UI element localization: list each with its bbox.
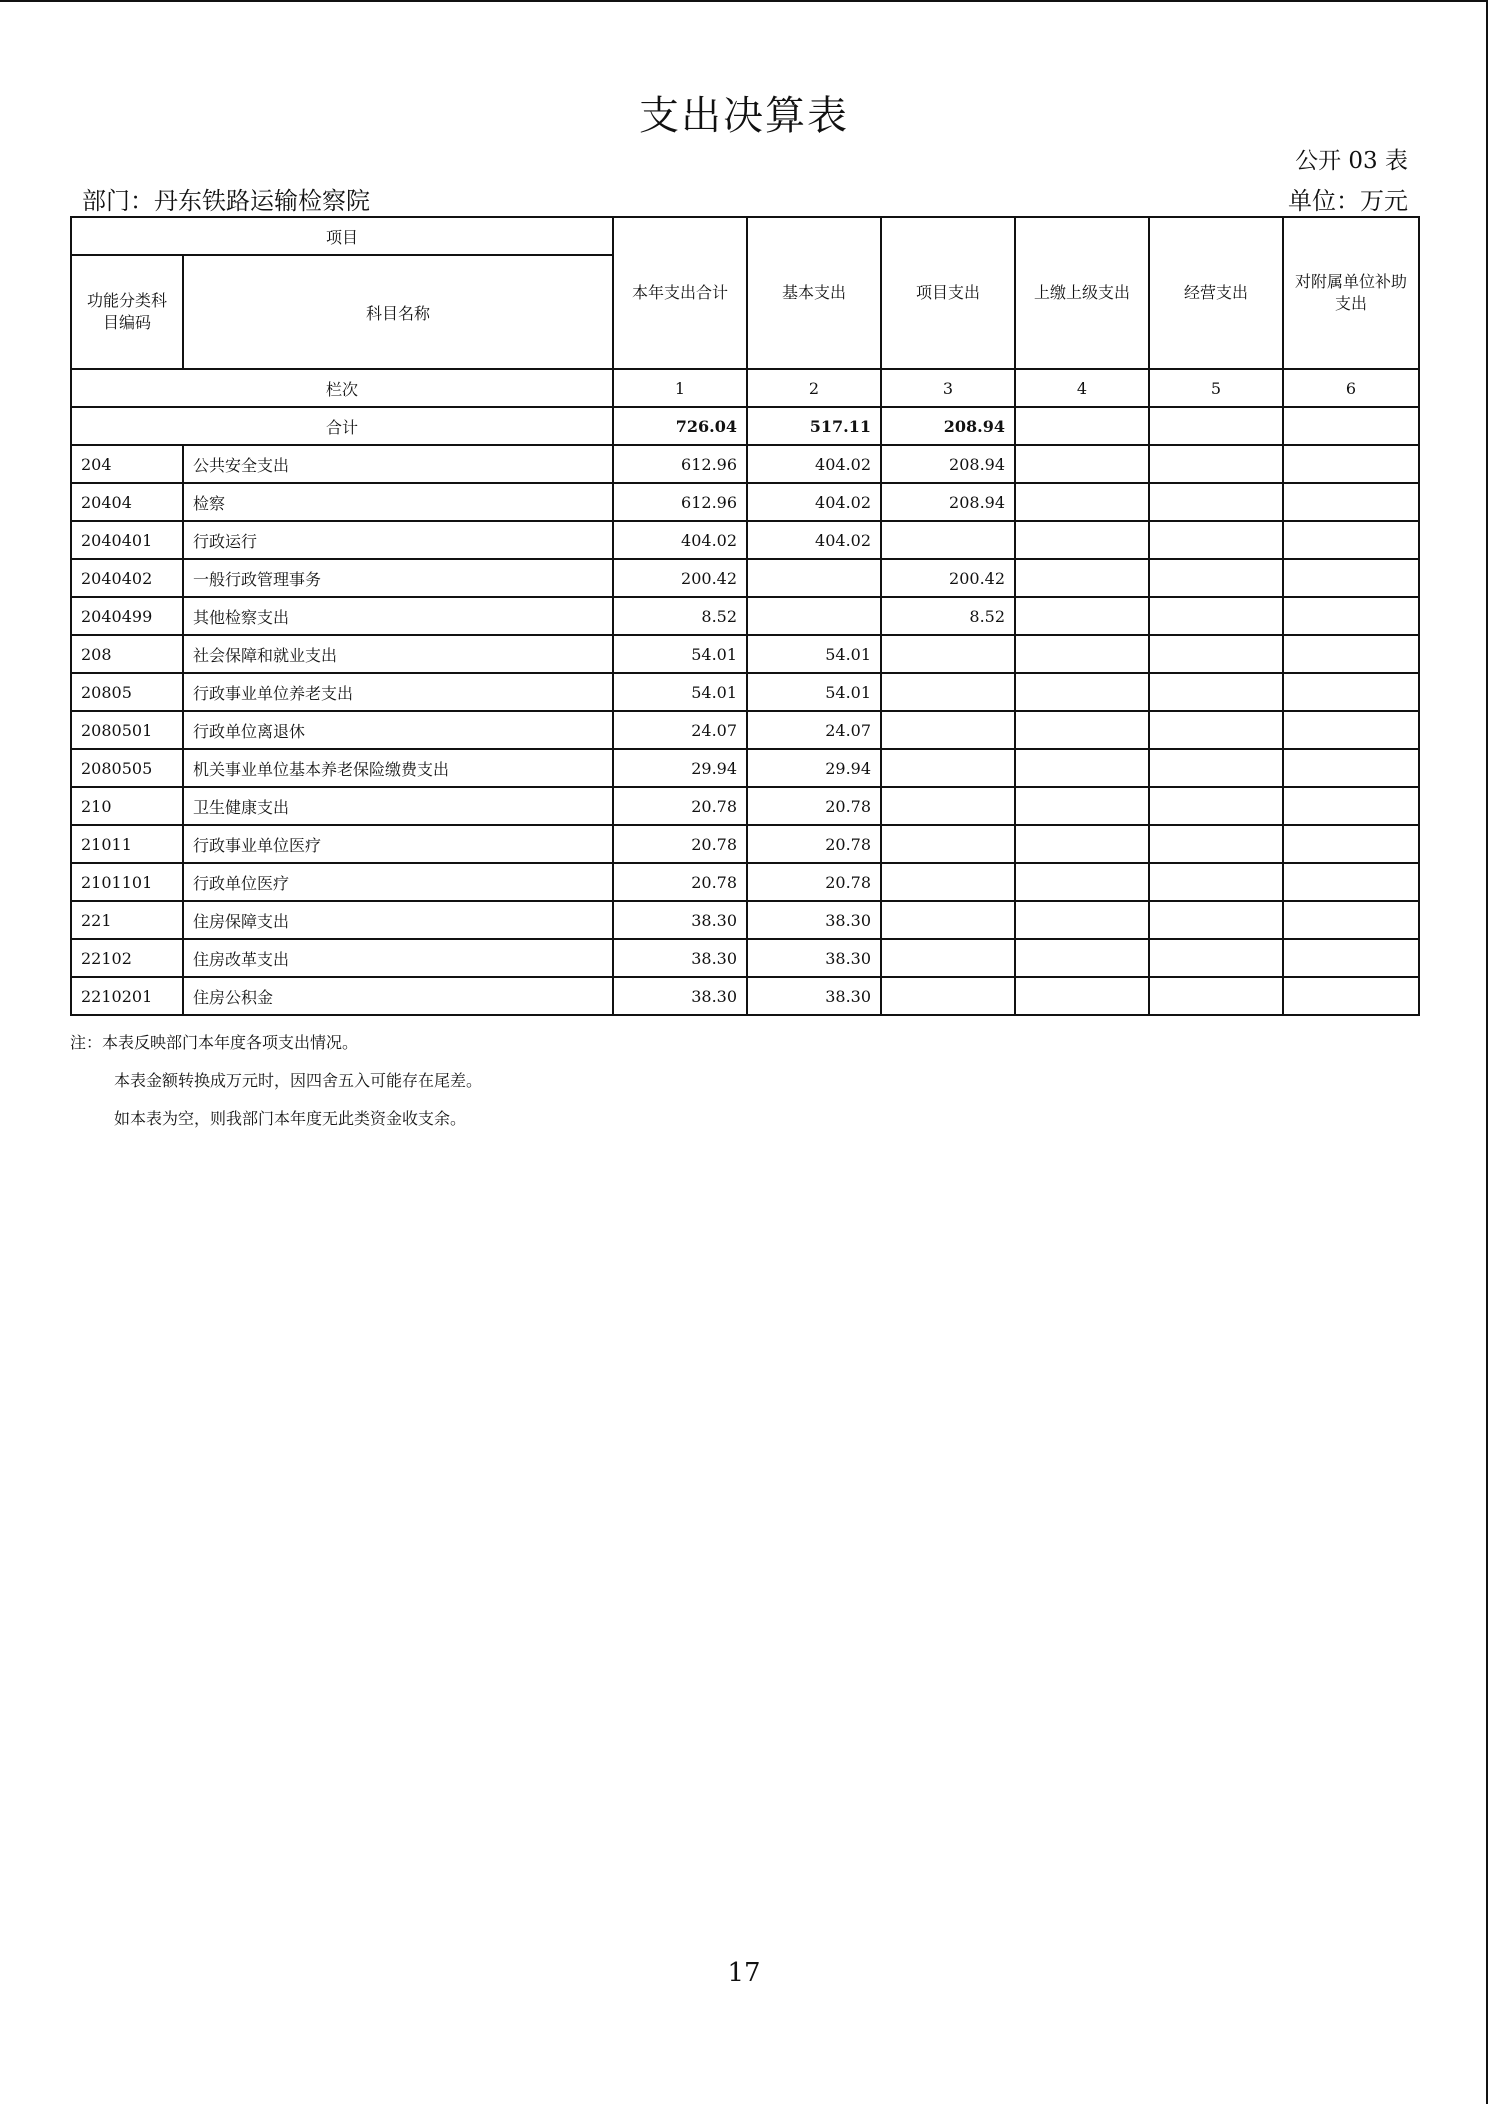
note-line: 注：本表反映部门本年度各项支出情况。 [70, 1033, 359, 1052]
row-value: 200.42 [613, 559, 747, 597]
row-name: 公共安全支出 [183, 445, 613, 483]
row-value [1283, 901, 1419, 939]
row-value: 24.07 [747, 711, 881, 749]
table-row [71, 901, 1419, 939]
row-value [1149, 787, 1283, 825]
row-value: 38.30 [613, 939, 747, 977]
row-code: 2040402 [71, 559, 183, 597]
row-value: 54.01 [747, 635, 881, 673]
row-value [1283, 521, 1419, 559]
row-value: 612.96 [613, 445, 747, 483]
row-code: 204 [71, 445, 183, 483]
row-value: 29.94 [613, 749, 747, 787]
row-name: 行政运行 [183, 521, 613, 559]
row-value [881, 939, 1015, 977]
row-name: 行政单位离退休 [183, 711, 613, 749]
row-value: 208.94 [881, 483, 1015, 521]
table-row [71, 559, 1419, 597]
row-name: 住房改革支出 [183, 939, 613, 977]
table-row [71, 521, 1419, 559]
table-row [71, 749, 1419, 787]
row-value: 200.42 [881, 559, 1015, 597]
row-value [1015, 787, 1149, 825]
row-name: 其他检察支出 [183, 597, 613, 635]
row-value [1149, 863, 1283, 901]
row-value [1015, 559, 1149, 597]
row-value: 20.78 [613, 863, 747, 901]
row-value [1149, 939, 1283, 977]
row-value [1015, 825, 1149, 863]
row-value [1015, 711, 1149, 749]
row-value: 38.30 [747, 977, 881, 1015]
row-value [881, 749, 1015, 787]
row-code: 210 [71, 787, 183, 825]
row-name: 行政单位医疗 [183, 863, 613, 901]
form-number: 公开 03 表 [1295, 148, 1408, 174]
total-row [71, 407, 1419, 445]
row-value [1149, 711, 1283, 749]
row-value: 24.07 [613, 711, 747, 749]
note-line: 如本表为空，则我部门本年度无此类资金收支余。 [114, 1109, 467, 1128]
row-value: 404.02 [747, 521, 881, 559]
row-value [881, 521, 1015, 559]
table-row [71, 939, 1419, 977]
total-value [1015, 407, 1149, 445]
table-row [71, 787, 1419, 825]
row-code: 21011 [71, 825, 183, 863]
table-row [71, 825, 1419, 863]
row-value [1149, 597, 1283, 635]
row-code: 221 [71, 901, 183, 939]
row-value [1015, 483, 1149, 521]
row-value [1015, 863, 1149, 901]
seq-cell: 2 [747, 369, 881, 407]
row-value [1283, 977, 1419, 1015]
header-col-2: 基本支出 [747, 217, 881, 369]
total-value: 726.04 [613, 407, 747, 445]
row-value [1149, 901, 1283, 939]
row-value [1149, 749, 1283, 787]
row-value [1283, 445, 1419, 483]
total-value: 208.94 [881, 407, 1015, 445]
row-value [1015, 445, 1149, 483]
row-value [1149, 635, 1283, 673]
total-value: 517.11 [747, 407, 881, 445]
row-value [1149, 977, 1283, 1015]
unit-label: 单位：万元 [1288, 187, 1408, 215]
header-name: 科目名称 [183, 255, 613, 369]
row-value: 612.96 [613, 483, 747, 521]
row-value: 54.01 [747, 673, 881, 711]
note-line: 本表金额转换成万元时，因四舍五入可能存在尾差。 [114, 1071, 483, 1090]
row-name: 住房保障支出 [183, 901, 613, 939]
total-label: 合计 [71, 407, 613, 445]
seq-label: 栏次 [71, 369, 613, 407]
total-value [1283, 407, 1419, 445]
row-value: 404.02 [747, 483, 881, 521]
row-value: 38.30 [613, 977, 747, 1015]
table-row [71, 863, 1419, 901]
seq-cell: 6 [1283, 369, 1419, 407]
row-name: 行政事业单位医疗 [183, 825, 613, 863]
seq-cell: 4 [1015, 369, 1149, 407]
row-value [1149, 673, 1283, 711]
row-value [881, 977, 1015, 1015]
row-value: 54.01 [613, 635, 747, 673]
row-name: 社会保障和就业支出 [183, 635, 613, 673]
row-value [1015, 635, 1149, 673]
row-code: 2040499 [71, 597, 183, 635]
table-row [71, 673, 1419, 711]
header-item: 项目 [71, 217, 613, 255]
row-code: 22102 [71, 939, 183, 977]
row-value [1283, 711, 1419, 749]
row-value [1283, 939, 1419, 977]
row-value: 404.02 [613, 521, 747, 559]
header-col-1: 本年支出合计 [613, 217, 747, 369]
row-value: 29.94 [747, 749, 881, 787]
row-name: 检察 [183, 483, 613, 521]
row-value [1149, 445, 1283, 483]
row-value [747, 597, 881, 635]
row-code: 2080501 [71, 711, 183, 749]
row-value: 404.02 [747, 445, 881, 483]
row-name: 一般行政管理事务 [183, 559, 613, 597]
row-value [1283, 483, 1419, 521]
row-code: 208 [71, 635, 183, 673]
header-col-5: 经营支出 [1149, 217, 1283, 369]
row-name: 行政事业单位养老支出 [183, 673, 613, 711]
row-value: 54.01 [613, 673, 747, 711]
row-value [881, 825, 1015, 863]
department-label: 部门：丹东铁路运输检察院 [82, 187, 370, 215]
row-value [1015, 901, 1149, 939]
table-row [71, 711, 1419, 749]
row-value [881, 673, 1015, 711]
row-code: 20805 [71, 673, 183, 711]
row-value [881, 863, 1015, 901]
row-code: 2040401 [71, 521, 183, 559]
header-col-6: 对附属单位补助支出 [1283, 217, 1419, 369]
row-value: 20.78 [747, 863, 881, 901]
row-name: 卫生健康支出 [183, 787, 613, 825]
row-value [1283, 635, 1419, 673]
row-value [1015, 977, 1149, 1015]
seq-cell: 5 [1149, 369, 1283, 407]
row-value: 20.78 [747, 787, 881, 825]
table-row [71, 445, 1419, 483]
page-title: 支出决算表 [639, 93, 849, 139]
row-value [1283, 787, 1419, 825]
row-value [1283, 825, 1419, 863]
row-name: 机关事业单位基本养老保险缴费支出 [183, 749, 613, 787]
table-row [71, 635, 1419, 673]
seq-cell: 3 [881, 369, 1015, 407]
row-value [1149, 559, 1283, 597]
page-number: 17 [727, 1958, 761, 1988]
row-value [881, 635, 1015, 673]
row-value: 20.78 [613, 825, 747, 863]
row-value [881, 711, 1015, 749]
row-name: 住房公积金 [183, 977, 613, 1015]
row-value: 20.78 [613, 787, 747, 825]
expenditure-table [70, 216, 1420, 1016]
row-value: 38.30 [613, 901, 747, 939]
row-value: 8.52 [881, 597, 1015, 635]
row-value: 20.78 [747, 825, 881, 863]
row-code: 2101101 [71, 863, 183, 901]
row-value [1149, 521, 1283, 559]
page-top-border [0, 0, 1488, 2]
row-value [1015, 749, 1149, 787]
row-value [1149, 483, 1283, 521]
row-code: 2210201 [71, 977, 183, 1015]
row-value: 38.30 [747, 901, 881, 939]
row-value [881, 901, 1015, 939]
row-value [1283, 863, 1419, 901]
notes [70, 1024, 482, 1138]
row-value [1149, 825, 1283, 863]
header-code: 功能分类科目编码 [71, 255, 183, 369]
table-row [71, 977, 1419, 1015]
total-value [1149, 407, 1283, 445]
table-row [71, 483, 1419, 521]
row-value: 38.30 [747, 939, 881, 977]
row-value [1015, 939, 1149, 977]
row-value [747, 559, 881, 597]
row-code: 2080505 [71, 749, 183, 787]
row-value [1015, 597, 1149, 635]
row-code: 20404 [71, 483, 183, 521]
row-value [1015, 521, 1149, 559]
row-value: 8.52 [613, 597, 747, 635]
header-col-4: 上缴上级支出 [1015, 217, 1149, 369]
row-value [1283, 597, 1419, 635]
row-value: 208.94 [881, 445, 1015, 483]
header-col-3: 项目支出 [881, 217, 1015, 369]
row-value [1015, 673, 1149, 711]
row-value [881, 787, 1015, 825]
seq-cell: 1 [613, 369, 747, 407]
row-value [1283, 559, 1419, 597]
row-value [1283, 673, 1419, 711]
row-value [1283, 749, 1419, 787]
table-row [71, 597, 1419, 635]
